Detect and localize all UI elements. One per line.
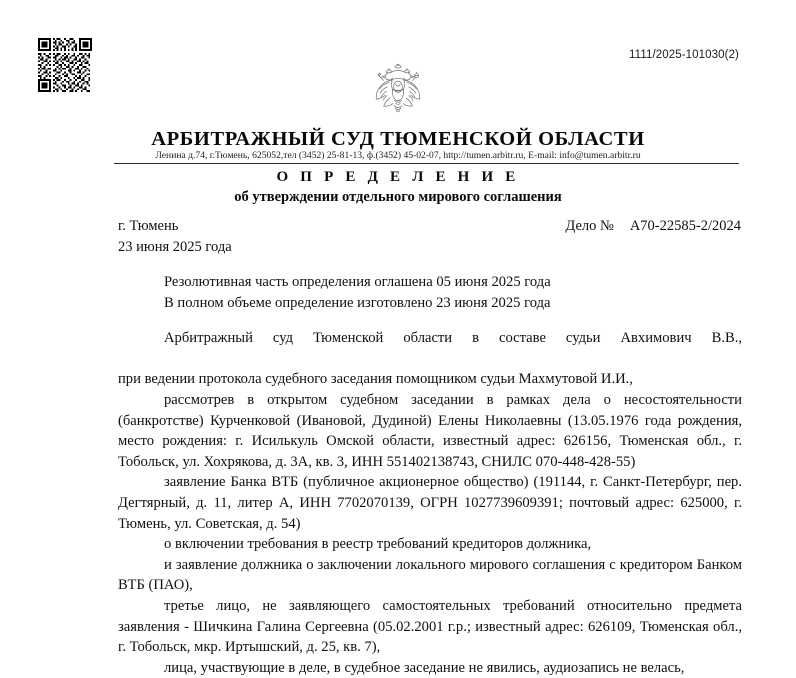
russian-coat-of-arms-icon (0, 62, 796, 124)
city-label: г. Тюмень (118, 218, 179, 234)
paragraph-protocol-clerk: при ведении протокола судебного заседания помощником судьи Махмутовой И.И., (118, 371, 633, 388)
paragraph-attendance: лица, участвующие в деле, в судебное заседание не явились, аудиозапись не велась, (164, 659, 685, 676)
paragraph-registry-inclusion: о включении требования в реестр требований кредиторов должника, (164, 536, 592, 553)
paragraph-case-review: рассмотрев в открытом судебном заседании в рамках дела о несостоятельности (банкротстве) Курченковой (Ивановой, Дудиной) Елены Николаевны (13.05.1976 года рождения, место рождения: г. Исилькуль Омской области, известный адрес: 626156, Тюменская обл., г. Тобольск, ул. Хохрякова, д. 3А, кв. 3, ИНН 551402138743, СНИЛС 070-448-428-55) (118, 391, 742, 470)
paragraph-court-composition: Арбитражный суд Тюменской области в составе судьи Авхимович В.В., (164, 330, 742, 347)
document-body (118, 272, 742, 678)
court-name-heading: АРБИТРАЖНЫЙ СУД ТЮМЕНСКОЙ ОБЛАСТИ (151, 128, 645, 150)
court-contacts-line: Ленина д.74, г.Тюмень, 625052,тел (3452) 25-81-13, ф.(3452) 45-02-07, http://tumen.arbitr.ru, E-mail: info@tumen.arbitr.ru (155, 150, 641, 161)
document-meta (118, 216, 741, 258)
header-divider (114, 163, 739, 164)
paragraph-vtb-application: заявление Банка ВТБ (публичное акционерное общество) (191144, г. Санкт-Петербург, пер. Дегтярный, д. 11, литер А, ИНН 7702070139, ОГРН 1027739609391; почтовый адрес: 625000, г. Тюмень, ул. Советская, д. 54) (118, 474, 742, 532)
preamble-line-2: В полном объеме определение изготовлено 23 июня 2025 года (164, 294, 551, 311)
case-label: Дело № (565, 218, 614, 234)
paragraph-debtor-application: и заявление должника о заключении локального мирового соглашения с кредитором Банком ВТБ (ПАО), (118, 556, 742, 594)
meta-row-city-case (118, 216, 741, 237)
document-subject-heading: об утверждении отдельного мирового соглашения (234, 189, 562, 205)
case-number-block (565, 216, 741, 237)
document-date: 23 июня 2025 года (118, 239, 232, 255)
document-type-heading: О П Р Е Д Е Л Е Н И Е (276, 169, 520, 185)
paragraph-third-party: третье лицо, не заявляющего самостоятельных требований относительно предмета заявления - Шичкина Галина Сергеевна (05.02.2001 г.р.; известный адрес: 626109, Тюменская обл., г. Тобольск, мкр. Иртышский, д. 25, кв. 7), (118, 597, 742, 656)
case-number: А70-22585-2/2024 (629, 218, 741, 234)
document-number: 1111/2025-101030(2) (629, 49, 739, 61)
preamble-line-1: Резолютивная часть определения оглашена 05 июня 2025 года (164, 274, 551, 290)
